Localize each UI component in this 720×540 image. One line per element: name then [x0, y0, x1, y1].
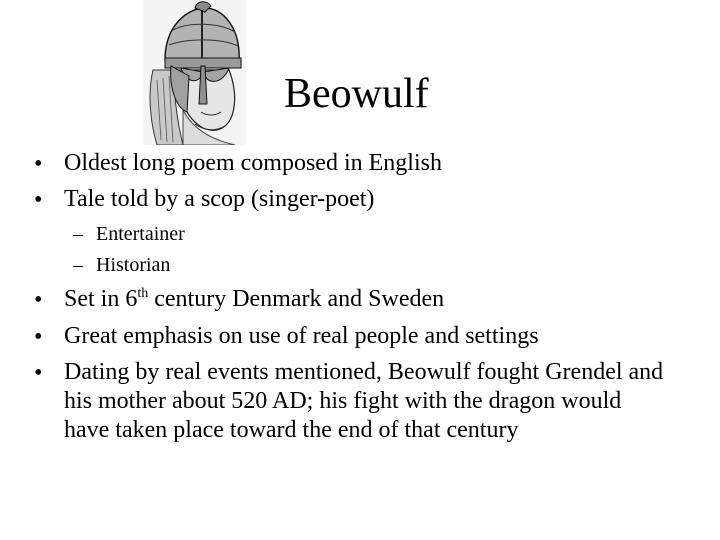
sub-bullet-glyph: –	[73, 223, 83, 245]
bullet-text-setting-sup: th	[137, 286, 149, 301]
warrior-helmet-illustration	[143, 0, 246, 145]
bullet-glyph: •	[34, 360, 43, 386]
sub-bullet-historian: Historian	[96, 254, 171, 276]
sub-bullet-glyph: –	[73, 254, 83, 276]
bullet-glyph: •	[34, 287, 43, 313]
bullet-glyph: •	[34, 187, 43, 213]
bullet-text-setting	[64, 285, 704, 314]
bullet-text-dating: Dating by real events mentioned, Beowulf fought Grendel and his mother about 520 AD; his fight with the dragon would have taken place toward the end of that century	[64, 359, 664, 443]
bullet-glyph: •	[34, 324, 43, 350]
slide-title: Beowulf	[284, 71, 429, 117]
bullet-glyph: •	[34, 151, 43, 177]
bullet-text-setting-pre: Set in 6	[64, 286, 138, 312]
bullet-text-setting-post: century Denmark and Sweden	[148, 286, 445, 312]
bullet-text-scop: Tale told by a scop (singer-poet)	[64, 186, 375, 212]
sub-bullet-entertainer: Entertainer	[96, 223, 185, 245]
bullet-text-emphasis: Great emphasis on use of real people and settings	[64, 323, 539, 349]
bullet-text-oldest-poem: Oldest long poem composed in English	[64, 150, 442, 176]
